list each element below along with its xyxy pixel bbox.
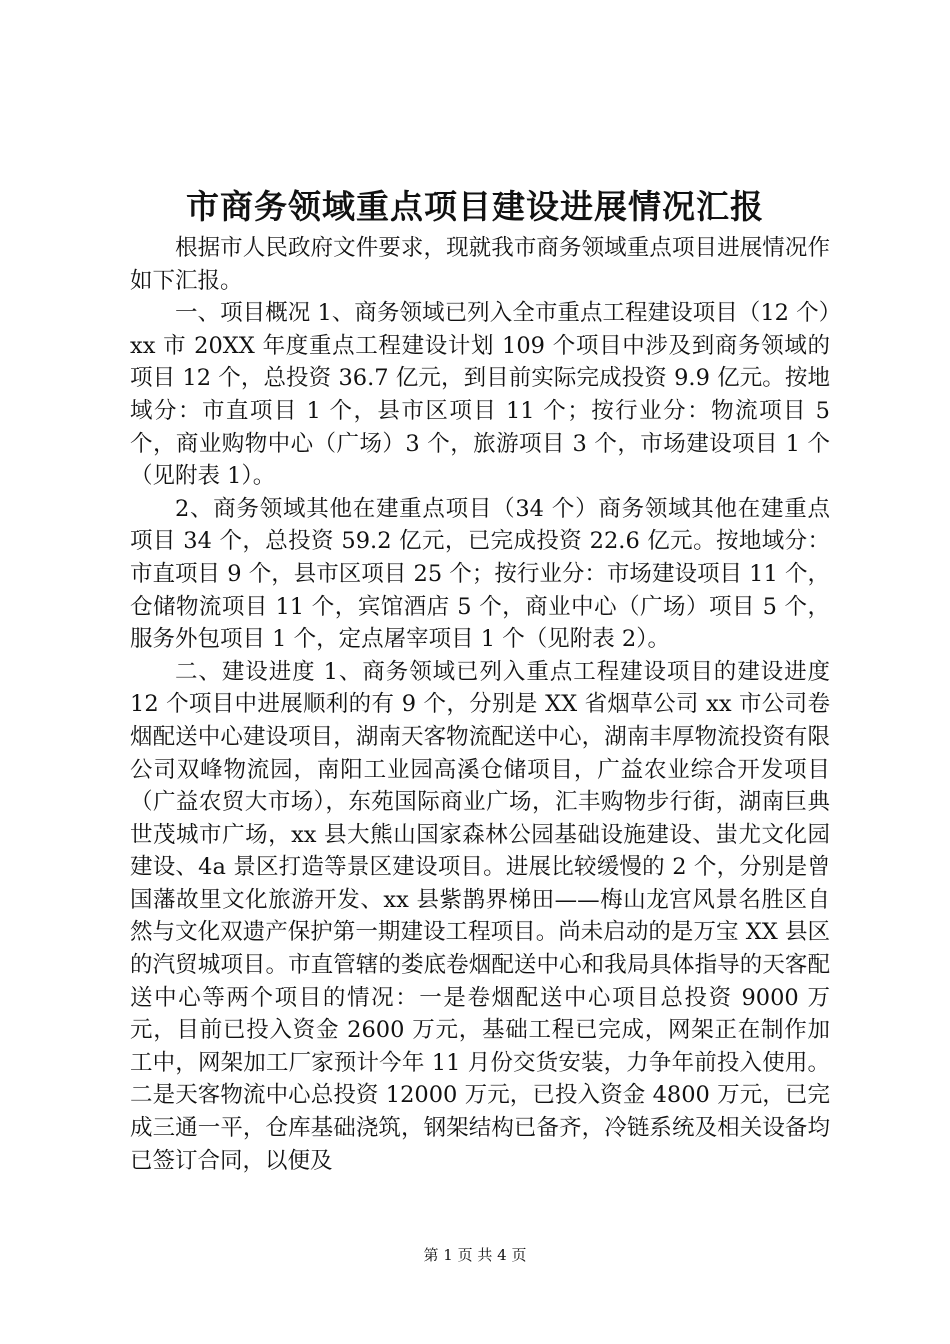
page-title: 市商务领域重点项目建设进展情况汇报 — [186, 187, 764, 226]
paragraph-project-overview: 一、项目概况 1、商务领域已列入全市重点工程建设项目（12 个）xx 市 20XX 年度重点工程建设计划 109 个项目中涉及到商务领域的项目 12 个，总投资 36.7 亿元，到目前实际完成投资 9.9 亿元。按地域分：市直项目 1 个，县市区项目 11 个；按行业分：物流项目 5 个，商业购物中心（广场）3 个，旅游项目 3 个，市场建设项目 1 个（见附表 1）。 — [130, 300, 830, 490]
paragraph-other-projects: 2、商务领域其他在建重点项目（34 个）商务领域其他在建重点项目 34 个，总投资 59.2 亿元，已完成投资 22.6 亿元。按地域分：市直项目 9 个，县市区项目 25 个；按行业分：市场建设项目 11 个，仓储物流项目 11 个，宾馆酒店 5 个，商业中心（广场）项目 5 个，服务外包项目 1 个，定点屠宰项目 1 个（见附表 2）。 — [130, 495, 830, 653]
paragraph-construction-progress: 二、建设进度 1、商务领域已列入重点工程建设项目的建设进度 12 个项目中进展顺利的有 9 个，分别是 XX 省烟草公司 xx 市公司卷烟配送中心建设项目，湖南天客物流配送中心，湖南丰厚物流投资有限公司双峰物流园，南阳工业园高溪仓储项目，广益农业综合开发项目（广益农贸大市场），东苑国际商业广场，汇丰购物步行街，湖南巨典世茂城市广场，xx 县大熊山国家森林公园基础设施建设、蚩尤文化园建设、4a 景区打造等景区建设项目。进展比较缓慢的 2 个，分别是曾国藩故里文化旅游开发、xx 县紫鹊界梯田——梅山龙宫风景名胜区自然与文化双遗产保护第一期建设工程项目。尚未启动的是万宝 XX 县区的汽贸城项目。市直管辖的娄底卷烟配送中心和我局具体指导的天客配送中心等两个项目的情况：一是卷烟配送中心项目总投资 9000 万元，目前已投入资金 2600 万元，基础工程已完成，网架正在制作加工中，网架加工厂家预计今年 11 月份交货安装，力争年前投入使用。二是天客物流中心总投资 12000 万元，已投入资金 4800 万元，已完成三通一平，仓库基础浇筑，钢架结构已备齐，冷链系统及相关设备均已签订合同，以便及 — [130, 658, 830, 1174]
paragraph-intro: 根据市人民政府文件要求，现就我市商务领域重点项目进展情况作如下汇报。 — [130, 235, 830, 294]
document-body — [130, 232, 830, 1177]
page-footer: 第 1 页 共 4 页 — [423, 1246, 527, 1264]
